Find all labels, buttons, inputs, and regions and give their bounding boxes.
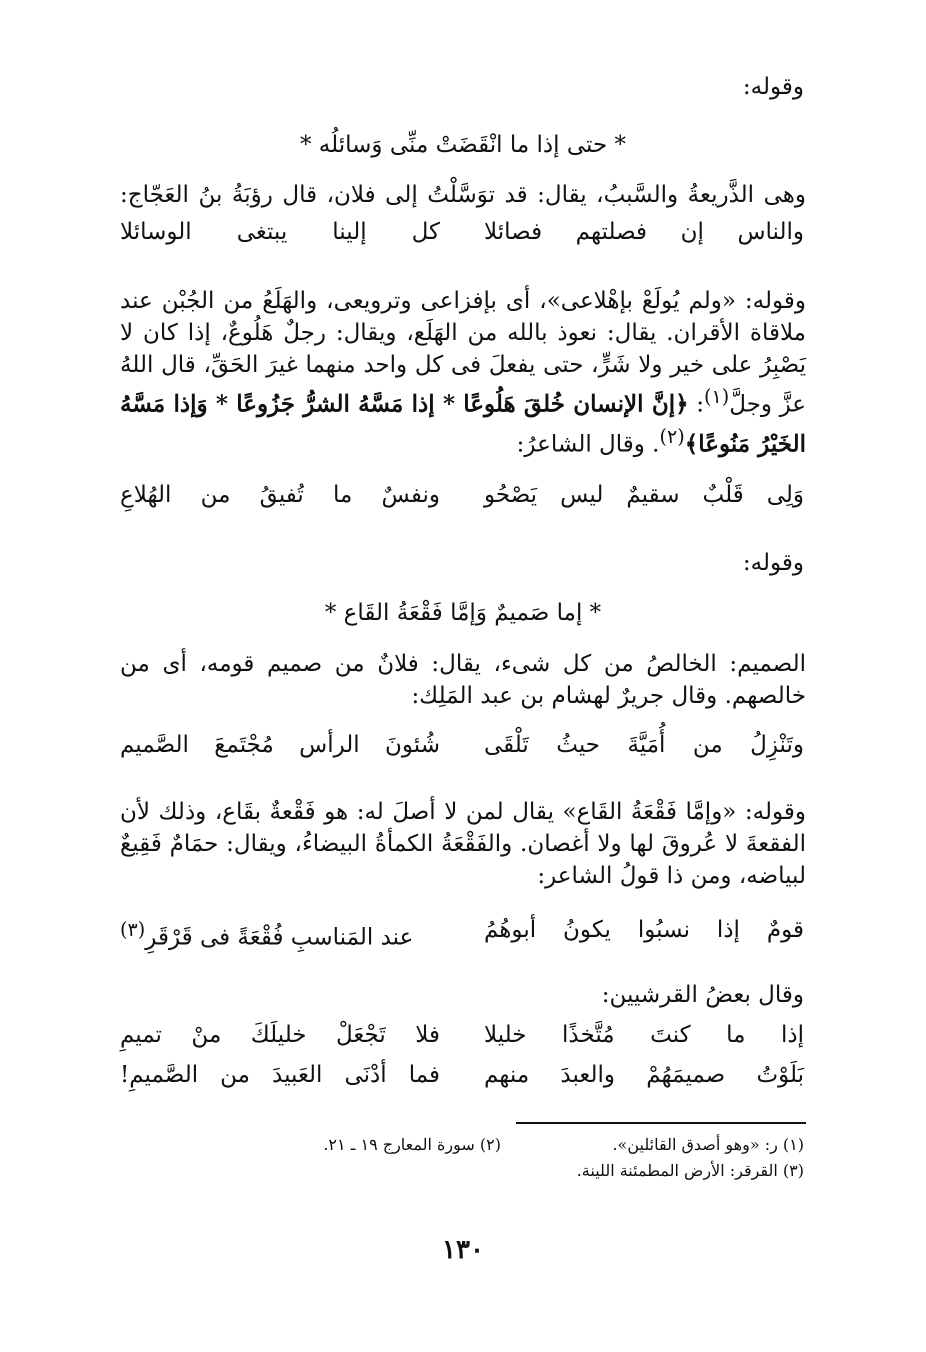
text-line: وقال بعضُ القرشيين: <box>601 982 804 1008</box>
verse-text: عند المَناسبِ فُقْعَةً فى قَرْقَرِ <box>145 924 414 951</box>
paragraph-text: : <box>688 391 704 418</box>
verse-hemistich-right: قومٌ إذا نسبُوا يكونُ أبوهُمُ <box>484 917 804 943</box>
footnote-ref: (١) <box>703 385 730 408</box>
verse-hemistich-right: وتَنْزِلُ من أُمَيَّةَ حيثُ تَلْقَى <box>484 732 804 758</box>
verse-heading: * حتى إذا ما انْقَضَتْ منِّى وَسائلُه * <box>300 132 626 158</box>
paragraph-text: . وقال الشاعرُ: <box>516 431 660 458</box>
verse-hemistich-left: كل إلينا يبتغى الوسائلا <box>120 219 440 245</box>
verse-hemistich-right: بَلَوْتُ صميمَهُمْ والعبدَ منهم <box>484 1062 804 1088</box>
page-number: ١٣٠ <box>442 1235 484 1265</box>
text-line: وهى الذَّريعةُ والسَّببُ، يقال: قد توَسَّلْتُ إلى فلان، قال رؤبَةُ بنُ العَجّاج: <box>120 182 806 208</box>
paragraph <box>120 285 806 460</box>
quran-quote: ﴿إنَّ الإنسان خُلقَ هَلُوعًا * إذا مَسَّهُ الشرُّ جَزُوعًا * وَإذا مَسَّهُ الخَيْرُ مَنُوعًا﴾ <box>120 390 806 458</box>
verse-heading: * إما صَميمٌ وَإمَّا فَقْعَةُ القَاع * <box>324 600 602 626</box>
paragraph: وقوله: «وإمَّا فَقْعَةُ القَاع» يقال لمن لا أصلَ له: هو فَقْعةٌ بقَاع، وذلك لأن الفقعةَ لا عُروقَ لها ولا أغصان. والفَقْعَةُ الكمأةُ البيضاءُ، ويقال: حمَامٌ فَقِيعٌ لبياضه، ومن ذا قولُ الشاعر: <box>120 799 806 889</box>
verse-hemistich-left: فما أدْنَى العَبيدَ من الصَّميمِ! <box>120 1062 440 1088</box>
text-line: وقوله: <box>742 550 804 576</box>
footnote: (٣) القرقر: الأرض المطمئنة اللينة. <box>576 1161 804 1180</box>
verse-hemistich-left: فلا تَجْعَلْ خليلَكَ منْ تميمِ <box>120 1022 440 1048</box>
verse-hemistich-left <box>120 915 440 953</box>
footnote-rule <box>516 1122 806 1124</box>
verse-hemistich-left: ونفسٌ ما تُفيقُ من الهُلاعِ <box>120 482 440 508</box>
text-line: وقوله: <box>742 74 804 100</box>
paragraph-text: وقوله: «ولم يُولَعْ بإهْلاعى»، أى بإفزاعى وترويعى، والهَلَعُ من الجُبْن عند ملاقاة الأقران. يقال: نعوذ بالله من الهَلَع، ويقال: رجلٌ هَلُوعٌ، إذا كان لا يَصْبِرُ على خير ولا شَرٍّ، حتى يفعلَ فى كل واحد منهما غيرَ الحَقِّ، قال اللهُ عزَّ وجلَّ <box>120 288 807 418</box>
paragraph: الصميم: الخالصُ من كل شىء، يقال: فلانٌ من صميم قومه، أى من خالصهم. وقال جريرٌ لهشام بن عبد المَلِك: <box>120 651 806 709</box>
footnote-ref: (٢) <box>659 424 685 448</box>
footnote: (٢) سورة المعارج ١٩ ـ ٢١. <box>323 1135 501 1154</box>
verse-hemistich-right: وَلِى قَلْبٌ سقيمٌ ليس يَصْحُو <box>484 482 804 508</box>
verse-hemistich-right: إذا ما كنتَ مُتَّخذًا خليلا <box>484 1022 804 1048</box>
footnote: (١) ر: «وهو أصدق القائلين». <box>612 1135 804 1154</box>
footnote-ref: (٣) <box>120 918 146 941</box>
verse-hemistich-right: والناس إن فصلتهم فصائلا <box>484 219 804 245</box>
verse-hemistich-left: شُئونَ الرأس مُجْتَمعَ الصَّميم <box>120 732 440 758</box>
